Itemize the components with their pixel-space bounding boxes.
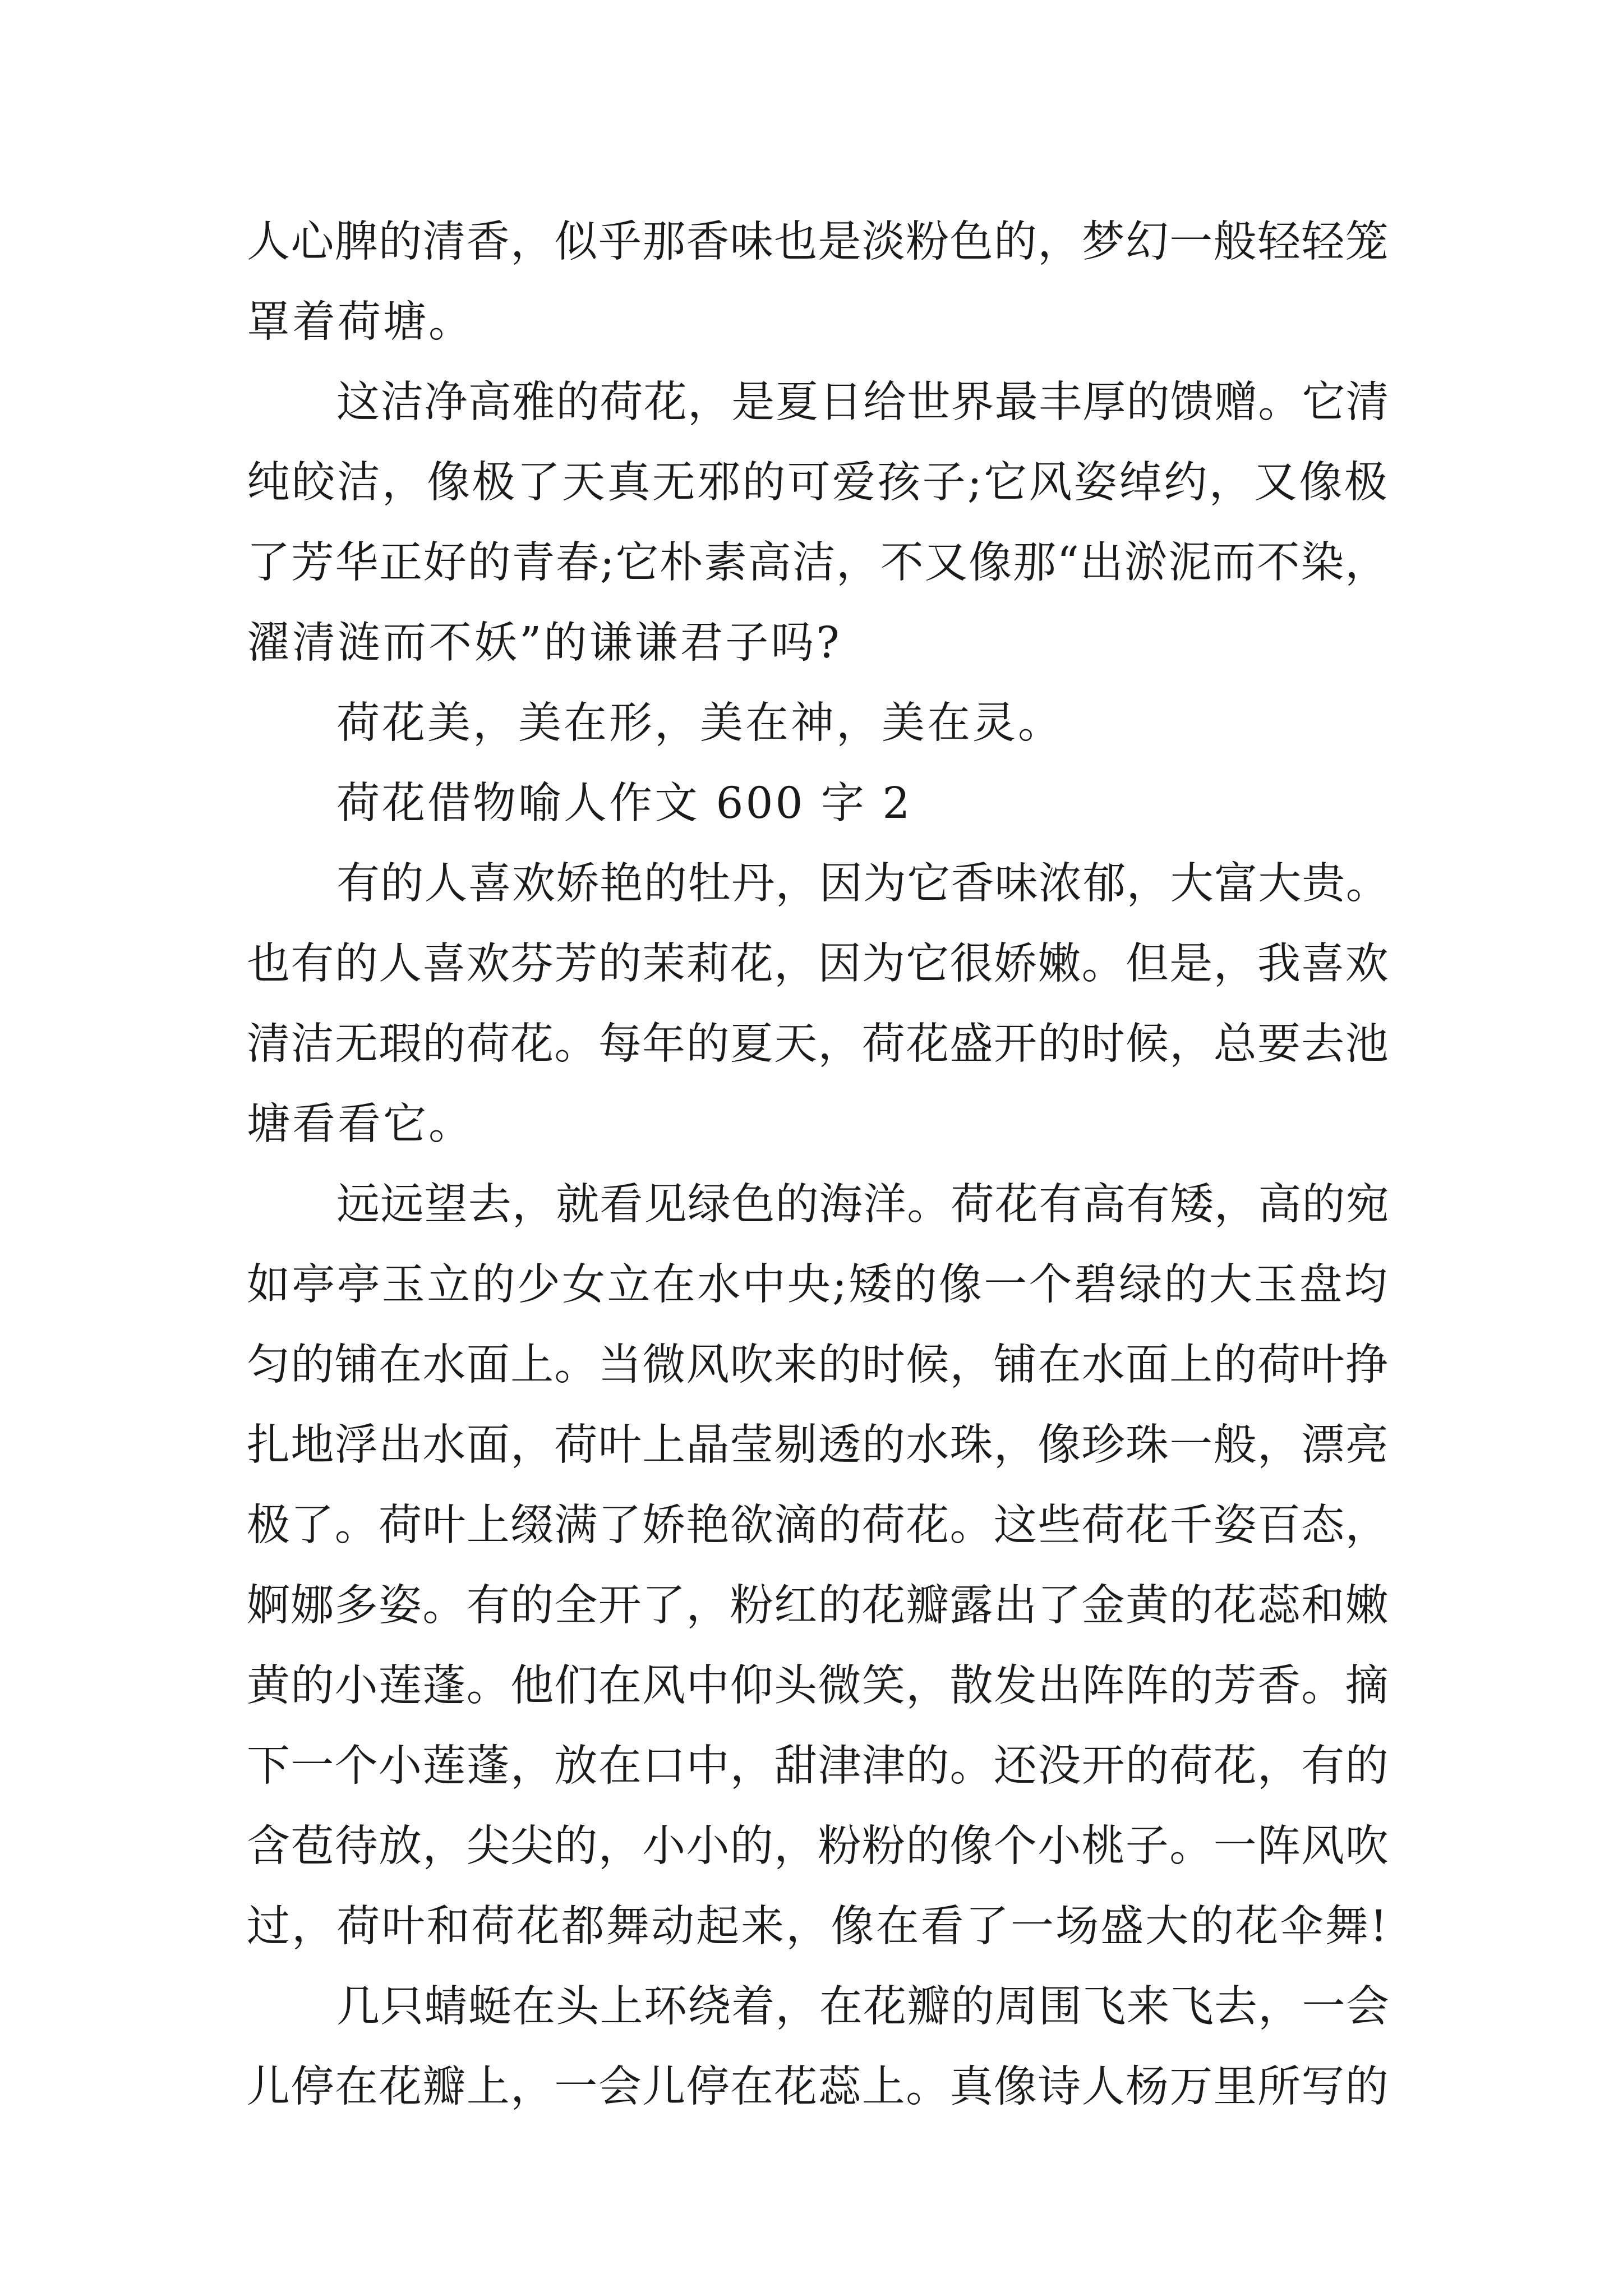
text-line: 濯清涟而不妖”的谦谦君子吗? [247,618,842,668]
text-line: 下一个小莲蓬，放在口中，甜津津的。还没开的荷花，有的 [247,1741,1389,1791]
text-line: 这洁净高雅的荷花，是夏日给世界最丰厚的馈赠。它清 [336,378,1390,427]
text-line: 也有的人喜欢芬芳的茉莉花，因为它很娇嫩。但是，我喜欢 [247,939,1389,989]
text-line: 了芳华正好的青春;它朴素高洁，不又像那“出淤泥而不染， [247,538,1389,588]
text-line: 罩着荷塘。 [247,297,474,347]
text-line: 有的人喜欢娇艳的牡丹，因为它香味浓郁，大富大贵。 [336,859,1390,909]
text-line: 匀的铺在水面上。当微风吹来的时候，铺在水面上的荷叶挣 [247,1340,1389,1390]
text-line: 含苞待放，尖尖的，小小的，粉粉的像个小桃子。一阵风吹 [247,1821,1389,1871]
text-line: 远远望去，就看见绿色的海洋。荷花有高有矮，高的宛 [336,1180,1390,1230]
text-line: 人心脾的清香，似乎那香味也是淡粉色的，梦幻一般轻轻笼 [247,217,1389,267]
text-line: 儿停在花瓣上，一会儿停在花蕊上。真像诗人杨万里所写的 [247,2062,1389,2112]
text-line: 黄的小莲蓬。他们在风中仰头微笑，散发出阵阵的芳香。摘 [247,1661,1389,1711]
text-line: 纯皎洁，像极了天真无邪的可爱孩子;它风姿绰约，又像极 [247,458,1389,508]
text-line: 荷花美，美在形，美在神，美在灵。 [336,698,1063,748]
text-line: 过，荷叶和荷花都舞动起来，像在看了一场盛大的花伞舞! [247,1902,1389,1952]
text-line: 扎地浮出水面，荷叶上晶莹剔透的水珠，像珍珠一般，漂亮 [247,1420,1389,1470]
text-line: 塘看看它。 [247,1099,474,1149]
text-line: 几只蜻蜓在头上环绕着，在花瓣的周围飞来飞去，一会 [336,1982,1390,2032]
essay-text [247,202,1396,2127]
text-line: 婀娜多姿。有的全开了，粉红的花瓣露出了金黄的花蕊和嫩 [247,1581,1389,1631]
text-line: 极了。荷叶上缀满了娇艳欲滴的荷花。这些荷花千姿百态， [247,1501,1389,1550]
text-line: 荷花借物喻人作文 600 字 2 [336,779,912,829]
text-line: 清洁无瑕的荷花。每年的夏天，荷花盛开的时候，总要去池 [247,1019,1389,1069]
text-line: 如亭亭玉立的少女立在水中央;矮的像一个碧绿的大玉盘均 [247,1260,1389,1310]
